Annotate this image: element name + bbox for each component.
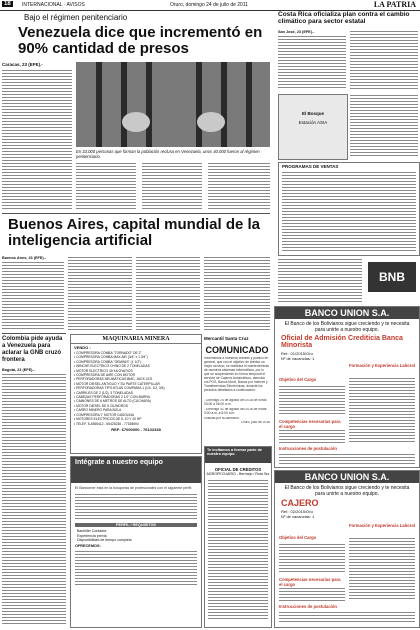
newspaper-logo: LA PATRIA [373,0,416,9]
bu2-competencias: Competencias necesarias para el cargo [279,577,341,587]
comunicado-body: Informamos a nuestros clientes y público en general, que con el objetivo de brindar un mejor servicio, se realizará el mantenimiento de nuestros sistemas informáticos, por lo que se suspenderán en forma temporal el servicio de Cajeros Automáticos, atención vía POS, Banca Móvil, Banca por Internet y Transferencias Electrónicas, durante los periodos detallados a continuación: [204,357,270,392]
bu1-position: Oficial de Admisión Crediticia Banca Minorista [281,335,403,350]
costa-rica-text-3 [350,94,418,158]
bu1-formacion-text [349,377,415,443]
integrate-req-item: Disponibilidad de tiempo completo [77,538,132,543]
integrate-req-item: Experiencia previa [77,533,107,538]
program-box-text [282,171,416,251]
oficial-sub: AGROPECUARIO - Bermejo / Ruta Sur [206,472,270,476]
maquinaria-title: MAQUINARIA MINERA [71,335,201,344]
maquinaria-item: • TELEF. 5-4565412 - 65425236 - 77158694 [74,421,139,426]
bu2-objetivo: Objetivo del Cargo [279,535,317,540]
bu1-competencias-text [279,429,345,443]
integrate-req-list [77,529,195,542]
lead-byline: Caracas, 23 (EFE).- [2,62,43,67]
colombia-headline: Colombia pide ayuda a Venezuela para aclarar la GNB cruzó frontera [2,336,63,363]
costa-rica-byline: San José, 23 (EFE).- [278,30,315,34]
costa-rica-headline: Costa Rica oficializa plan contra el cambio climático para sector estatal [278,11,410,25]
oficial-title: OFICIAL DE CREDITOS [214,467,262,472]
bu2-header: BANCO UNION S.A. [275,471,419,483]
maquinaria-list [74,351,198,426]
mercantil-logo: Mercantil Santa Cruz [204,336,249,341]
bu1-objetivo: Objetivo del Cargo [279,377,317,382]
maquinaria-item: • COMPRESORA COMBA MAX AIR (3/4" x 1 3/4") [74,355,148,360]
bu2-vacancies: Nº de vacancias: 1 [281,514,315,520]
integrate-benefits: OFRECEMOS: [75,544,101,549]
bu2-formacion-text [349,537,415,601]
bu1-objetivo-text [279,385,345,415]
oficial-creditos-ad [204,446,272,628]
event-ad-line-2: Estación ASIA [298,120,328,125]
integrate-req-item: Bachiller Contador [77,529,107,534]
maquinaria-item: • PERFORADORAS TIPO ATLAS COMPANIA 1 (1/4, 1/2, 3/4) [74,386,165,391]
comunicado-thanks: Gracias por su atención. [204,417,240,421]
event-ad-line-1: El Bosque [301,111,324,116]
bnb-ad-text [278,258,362,302]
prison-photo-image [76,62,270,147]
lead-text-col1 [2,69,72,211]
integrate-req-title: PERFIL / REQUISITOS [75,523,197,527]
ba-text-1 [2,261,64,331]
costa-rica-col-1 [278,30,346,90]
oficial-text [208,479,268,619]
prison-photo-caption: En 33.000 personas que forman la población reclusa en Venezuela, unos 40.000 fueron al régimen penitenciario. [76,149,260,159]
maquinaria-item: • COMPRESORA DE AIRE CON MOTOR [74,373,135,378]
integrate-text-2 [75,550,197,586]
integrate-text-1 [75,493,197,521]
bu1-lead: El Banco de los Bolivianos sigue creciendo y te necesita para unirte a nuestro equipo. [284,321,410,333]
maquinaria-item: • COMPRESORA COMBA "TORNADO" DE 2" [74,351,142,355]
page-header [0,0,420,11]
maquinaria-item: • MOTOR DIESEL DE 6 CILINDROS [74,403,128,408]
colombia-text [2,373,66,625]
maquinaria-item: • COMPRESORA COMBA "GEMINIS" (1 1/2") [74,359,142,364]
maquinaria-item: • PERFORADORAS NEUMÁTICAS BMC; JACK LEG [74,377,153,382]
lead-headline: Venezuela dice que incrementó en 90% cantidad de presos [18,24,263,57]
program-box [278,162,420,256]
lead-col-1 [2,62,72,210]
maquinaria-item: • CARRO MINERO PARA BOLA [74,408,122,413]
oficial-header [205,447,271,463]
comunicado-sign: Oruro, julio de 2016 [241,420,270,424]
maquinaria-item: • MOTOR DIESEL ANTIGUO Y SU PARTE CATERPILLAR [74,381,160,386]
bu1-instrucciones-text [279,453,415,465]
banco-union-ad-2 [274,470,420,628]
maquinaria-item: • COMPRESORA 7' MOTOR GASOLINA [74,412,134,417]
maquinaria-ref: REF: 67000000 - 76132338 [111,426,161,432]
maquinaria-item: • WINCHE ELECTRICO CHINO DE 2 TONELADAS [74,364,150,369]
comunicado-title: COMUNICADO [205,345,269,355]
bu2-formacion: Formación y Experiencia Laboral [349,523,415,528]
integrate-header [71,457,201,483]
colombia-col [2,368,66,626]
bu1-vacancies: Nº de vacancias: 1 [281,355,315,361]
ba-text-3 [136,256,200,330]
ba-text-4 [204,256,270,330]
maquinaria-item: • CAMIONES DE 6 METROS DE ALTO (CUCHARA) [74,399,151,404]
maquinaria-item: • MOTORES ELECTRICOS DE 5, 10 Y 20 HP [74,417,142,422]
maquinaria-subtitle: VENDO : [74,345,91,350]
comunicado-slot-1: - Domingo 24 de agosto del 2016 de horas 03:00 a 06:00 a.m. [204,399,267,407]
ba-col-1 [2,256,64,330]
integrate-lead: El Bancomer está en la búsqueda de profesionales con el siguiente perfil: [75,486,193,490]
costa-rica-text-2 [350,30,418,90]
colombia-byline: Bogotá, 23 (EFE).- [2,368,35,372]
bnb-logo: BNB [368,262,416,292]
maquinaria-item: • CARRILES DE 2 (1/2), 3 TONELADAS [74,390,133,395]
bu2-position: CAJERO [281,498,319,508]
dateline: Oruro, domingo 24 de julio de 2011 [170,2,249,8]
oficial-header-text: Te invitamos a formar parte de nuestro equipo. [207,448,263,457]
lead-kicker: Bajo el régimen penitenciario [24,13,128,22]
costa-rica-text-1 [278,35,346,89]
section-name: INTERNACIONAL · AVISOS [22,2,85,8]
bu1-header: BANCO UNION S.A. [275,307,419,319]
bu2-ref: Ref.: 02/2015/Oru [281,509,313,515]
ba-text-2 [68,256,132,330]
program-box-header: PROGRAMAS DE VENTAS [282,164,339,169]
comunicado-box [204,346,270,442]
bu2-objetivo-text [279,543,345,573]
bu1-ref: Ref.: 01/2015/Oru [281,350,313,356]
maquinaria-ad [70,334,202,454]
ba-headline: Buenos Aires, capital mundial de la inteligencia artificial [8,216,261,249]
lead-text-col2 [76,162,136,210]
bu1-formacion: Formación y Experiencia Laboral [349,363,415,368]
ba-byline: Buenos Aires, 23 (EFE).- [2,256,46,260]
lead-text-col3 [142,162,202,210]
bu1-competencias: Competencias necesarias para el cargo [279,419,341,429]
page-number: 18 [4,1,11,7]
banco-union-ad-1 [274,306,420,468]
comunicado-slot-2: - Domingo 31 de agosto del 2016 de horas 3:00 a.m. a 6:00 a.m. [204,408,267,416]
integrate-title: Intégrate a nuestro equipo [75,459,163,466]
bu2-instrucciones-text [279,611,415,623]
lead-text-col4 [208,162,270,210]
maquinaria-item: • MOTOR ELECTRICO 40 KILOVATIOS [74,368,133,373]
maquinaria-item: • CABEZAS PERFORADORAS 2 1/2" CON BARRA [74,395,150,400]
bu2-competencias-text [279,587,345,601]
bu2-lead: El Banco de los Bolivianos sigue creciendo y te necesita para unirte a nuestro equipo. [284,485,410,497]
bu1-instrucciones: Instrucciones de postulación [279,446,337,451]
integrate-ad [70,456,202,628]
bu2-instrucciones: Instrucciones de postulación [279,604,337,609]
prison-photo [76,62,270,147]
event-ad [278,94,348,160]
